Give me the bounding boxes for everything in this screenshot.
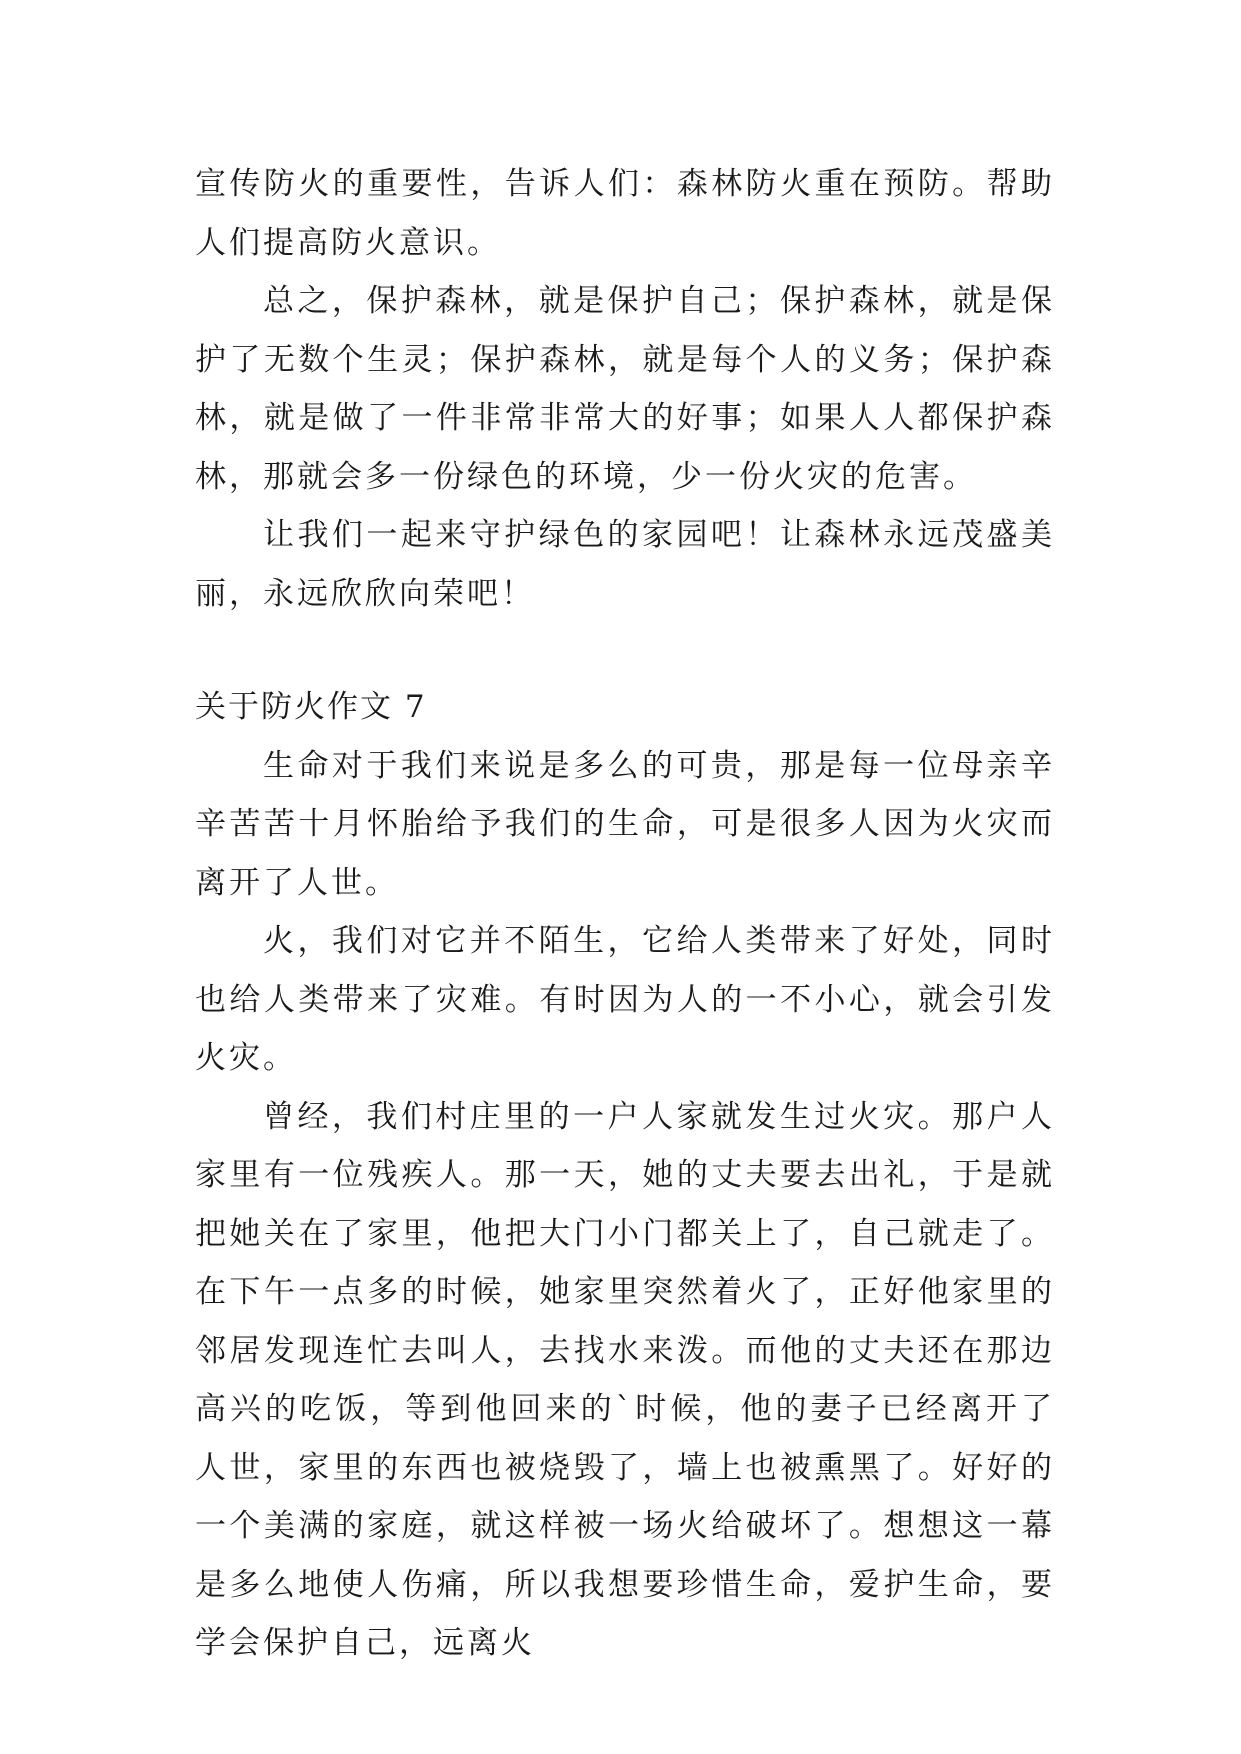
paragraph: 生命对于我们来说是多么的可贵，那是每一位母亲辛辛苦苦十月怀胎给予我们的生命，可是很多人因为火灾而离开了人世。 [195, 747, 1055, 901]
paragraph: 火，我们对它并不陌生，它给人类带来了好处，同时也给人类带来了灾难。有时因为人的一不小心，就会引发火灾。 [195, 923, 1055, 1076]
section-title: 关于防火作文 7 [195, 689, 427, 725]
paragraph: 让我们一起来守护绿色的家园吧！让森林永远茂盛美丽，永远欣欣向荣吧！ [195, 517, 1055, 612]
document-page [195, 155, 1055, 1673]
paragraph: 宣传防火的重要性，告诉人们：森林防火重在预防。帮助人们提高防火意识。 [195, 166, 1055, 261]
paragraph: 曾经，我们村庄里的一户人家就发生过火灾。那户人家里有一位残疾人。那一天，她的丈夫要去出礼，于是就把她关在了家里，他把大门小门都关上了，自己就走了。在下午一点多的时候，她家里突然着火了，正好他家里的邻居发现连忙去叫人，去找水来泼。而他的丈夫还在那边高兴的吃饭，等到他回来的`时候，他的妻子已经离开了人世，家里的东西也被烧毁了，墙上也被熏黑了。好好的一个美满的家庭，就这样被一场火给破坏了。想想这一幕是多么地使人伤痛，所以我想要珍惜生命，爱护生命，要学会保护自己，远离火 [195, 1098, 1055, 1661]
paragraph: 总之，保护森林，就是保护自己；保护森林，就是保护了无数个生灵；保护森林，就是每个人的义务；保护森林，就是做了一件非常非常大的好事；如果人人都保护森林，那就会多一份绿色的环境，少一份火灾的危害。 [195, 283, 1055, 495]
